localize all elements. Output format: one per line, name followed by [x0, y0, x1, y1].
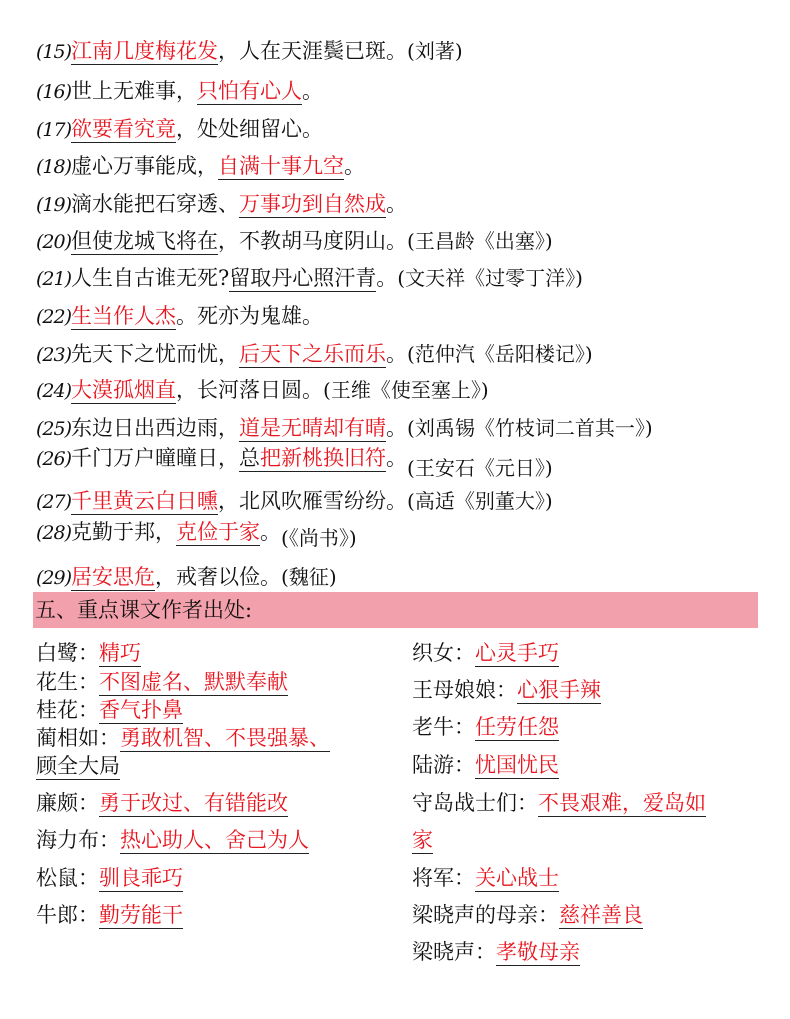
line-number: (29) [36, 567, 72, 589]
line-23 [36, 341, 593, 368]
line-27 [36, 488, 553, 515]
line-25 [36, 415, 653, 442]
item-value: 忧国忧民 [475, 753, 559, 777]
line-text: 千门万户曈曈日， [71, 446, 240, 470]
item-key: 王母娘娘： [412, 678, 517, 702]
list-item [412, 640, 559, 666]
item-value: 任劳任怨 [475, 715, 559, 739]
item-value: 关心战士 [475, 866, 559, 890]
line-21 [36, 265, 583, 292]
item-value: 不图虚名、默默奉献 [99, 670, 288, 694]
answer: 克俭于家 [176, 520, 261, 544]
line-number: (27) [36, 491, 72, 513]
line-number: (20) [36, 231, 72, 253]
answer: 生当作人杰 [71, 304, 177, 328]
line-17 [36, 116, 323, 143]
line-18 [36, 153, 365, 180]
line-number: (16) [36, 81, 72, 103]
source: (魏征) [281, 565, 337, 589]
line-number: (18) [36, 156, 72, 178]
line-text: 。 [260, 520, 282, 544]
answer: 江南几度梅花发 [71, 39, 219, 63]
item-value: 慈祥善良 [559, 903, 643, 927]
line-number: (19) [36, 194, 72, 216]
line-text: 克勤于邦， [71, 520, 177, 544]
line-29 [36, 564, 337, 591]
line-text: 。 [376, 266, 398, 290]
item-key: 牛郎： [36, 903, 99, 927]
source: (高适《别董大》) [407, 489, 553, 513]
line-28 [36, 519, 357, 550]
item-key: 陆游： [412, 753, 475, 777]
line-22 [36, 303, 323, 330]
line-24 [36, 377, 489, 404]
item-value: 不畏艰难，爱岛如 [538, 791, 706, 815]
item-key: 桂花： [36, 698, 99, 722]
source: (文天祥《过零丁洋》) [397, 266, 583, 290]
list-item [412, 714, 559, 740]
line-text: 。 [386, 446, 408, 470]
list-item [36, 790, 288, 816]
line-text: 人生自古谁无死? [71, 266, 230, 290]
item-value: 精巧 [99, 641, 141, 665]
line-20 [36, 228, 553, 255]
item-value: 家 [412, 828, 433, 852]
item-value: 心狠手辣 [517, 678, 601, 702]
line-text: 滴水能把石穿透、 [71, 192, 240, 216]
list-item-continued [36, 753, 120, 779]
source: (王昌龄《出塞》) [407, 229, 553, 253]
answer: 把新桃换旧符 [260, 446, 387, 470]
item-value: 心灵手巧 [475, 641, 559, 665]
line-text: 。 [386, 342, 408, 366]
list-item-continued [412, 827, 433, 853]
item-key: 花生： [36, 670, 99, 694]
item-value: 勇于改过、有错能改 [99, 791, 288, 815]
source: (王安石《元日》) [407, 456, 553, 480]
item-value: 勤劳能干 [99, 903, 183, 927]
answer: 道是无晴却有晴 [239, 416, 387, 440]
item-key: 老牛： [412, 715, 475, 739]
item-value: 顾全大局 [36, 754, 120, 778]
answer: 只怕有心人 [197, 79, 303, 103]
answer: 千里黄云白日曛 [71, 489, 219, 513]
item-key: 守岛战士们： [412, 791, 538, 815]
source: (刘著) [407, 39, 463, 63]
list-item [412, 939, 580, 965]
list-item [412, 790, 706, 816]
list-item [36, 725, 330, 751]
list-item [36, 669, 288, 695]
answer: 万事功到自然成 [239, 192, 387, 216]
item-key: 梁晓声的母亲： [412, 903, 559, 927]
answer: 大漠孤烟直 [71, 378, 177, 402]
line-text: 世上无难事， [71, 79, 198, 103]
line-text: 。 [386, 192, 408, 216]
line-number: (17) [36, 119, 72, 141]
list-item [36, 865, 183, 891]
line-16 [36, 78, 323, 105]
line-text: ，长河落日圆。 [176, 378, 324, 402]
list-item [36, 827, 309, 853]
answer: 后天下之乐而乐 [239, 342, 387, 366]
answer-prefix: 总 [239, 446, 261, 470]
line-number: (21) [36, 268, 72, 290]
line-text: 。 [302, 79, 324, 103]
source: (王维《使至塞上》) [323, 378, 489, 402]
line-text: 东边日出西边雨， [71, 416, 240, 440]
answer: 居安思危 [71, 565, 156, 589]
section-header: 五、重点课文作者出处: [33, 592, 758, 628]
list-item [412, 865, 559, 891]
line-text: ，北风吹雁雪纷纷。 [218, 489, 408, 513]
item-key: 将军： [412, 866, 475, 890]
line-text: 。 [386, 416, 408, 440]
list-item [36, 697, 183, 723]
item-key: 廉颇： [36, 791, 99, 815]
list-item [412, 677, 601, 703]
line-19 [36, 191, 407, 218]
source: (《尚书》) [281, 526, 357, 550]
item-key: 松鼠： [36, 866, 99, 890]
item-value: 勇敢机智、不畏强暴、 [120, 726, 330, 750]
list-item [412, 752, 559, 778]
item-value: 热心助人、舍己为人 [120, 828, 309, 852]
source: (刘禹锡《竹枝词二首其一》) [407, 416, 653, 440]
line-text: 虚心万事能成， [71, 154, 219, 178]
item-key: 梁晓声： [412, 940, 496, 964]
line-text: 。 [344, 154, 366, 178]
list-item [36, 902, 183, 928]
line-text: ，不教胡马度阴山。 [218, 229, 408, 253]
line-text: ，戒奢以俭。 [155, 565, 282, 589]
list-item [412, 902, 643, 928]
item-key: 织女： [412, 641, 475, 665]
item-value: 香气扑鼻 [99, 698, 183, 722]
answer: 但使龙城飞将在 [71, 229, 219, 253]
line-number: (25) [36, 418, 72, 440]
answer: 欲要看究竟 [71, 117, 177, 141]
line-number: (23) [36, 344, 72, 366]
answer: 留取丹心照汗青 [229, 266, 377, 290]
line-15 [36, 38, 463, 65]
item-value: 孝敬母亲 [496, 940, 580, 964]
line-text: ，人在天涯鬓已斑。 [218, 39, 408, 63]
item-key: 海力布： [36, 828, 120, 852]
line-text: 先天下之忧而忧， [71, 342, 240, 366]
line-number: (15) [36, 41, 72, 63]
line-number: (26) [36, 448, 72, 470]
line-number: (22) [36, 306, 72, 328]
line-text: ，处处细留心。 [176, 117, 324, 141]
answer: 自满十事九空 [218, 154, 345, 178]
line-number: (24) [36, 380, 72, 402]
line-text: 。死亦为鬼雄。 [176, 304, 324, 328]
line-26 [36, 445, 553, 480]
list-item [36, 640, 141, 666]
item-key: 白鹭： [36, 641, 99, 665]
line-number: (28) [36, 522, 72, 544]
item-key: 蔺相如： [36, 726, 120, 750]
source: (范仲汽《岳阳楼记》) [407, 342, 593, 366]
item-value: 驯良乖巧 [99, 866, 183, 890]
